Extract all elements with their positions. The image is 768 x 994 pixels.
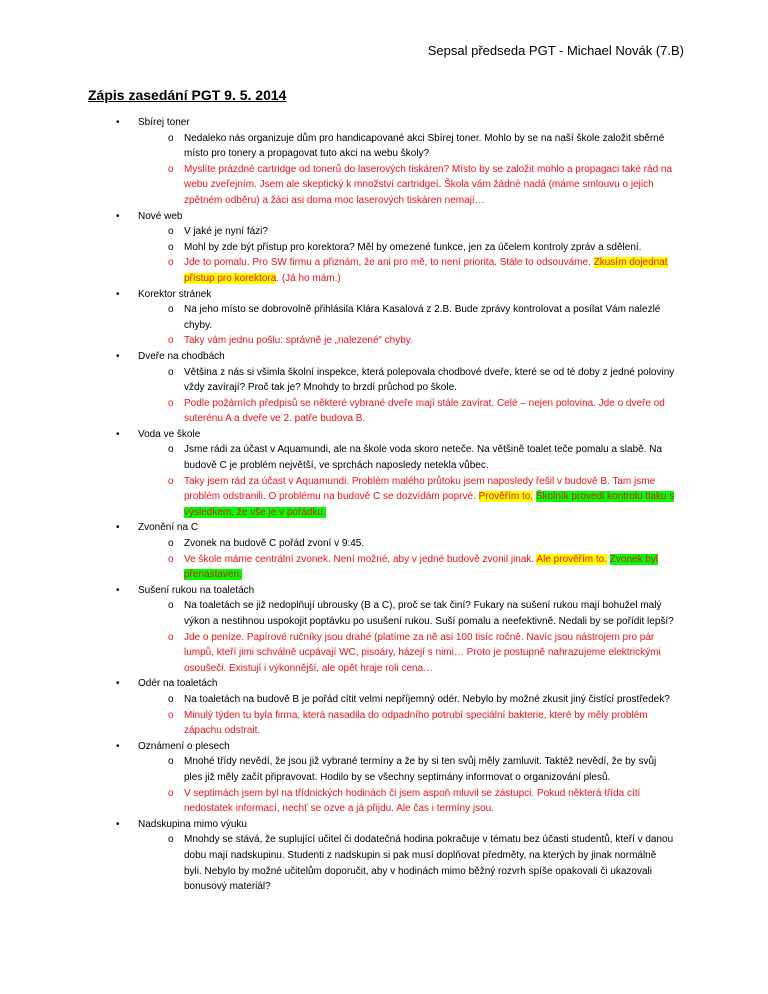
question-note (138, 536, 676, 552)
bullet-icon: • (116, 428, 120, 440)
topic-title: Sbírej toner (138, 117, 190, 128)
topic-item (116, 349, 676, 427)
note-text (184, 630, 676, 677)
page-header: Sepsal předseda PGT - Michael Novák (7.B) (427, 43, 684, 58)
bullet-icon: • (116, 584, 120, 596)
topic-item (116, 115, 676, 209)
note-text (184, 598, 676, 629)
question-note (138, 365, 676, 396)
note-text (184, 333, 676, 349)
response-note (138, 552, 676, 583)
note-text (184, 708, 676, 739)
text-segment: Většina z nás si všimla školní inspekce, která polepovala chodbové dveře, které se od té doby z jedné poloviny vždy zavírají? Proč tak je? Mnohdy to brzdí průchod po škole. (184, 366, 675, 394)
note-text (184, 754, 676, 785)
note-text (184, 224, 676, 240)
question-note (138, 832, 676, 894)
note-text (184, 692, 676, 708)
topic-title: Nové web (138, 210, 183, 222)
note-text (184, 240, 676, 256)
topic-item (116, 676, 676, 738)
text-segment: Zvonek na budově C pořád zvoní v 9:45. (184, 538, 365, 550)
response-note (138, 708, 676, 739)
response-note (138, 255, 676, 286)
question-note (138, 131, 676, 162)
sub-bullet-icon: o (168, 163, 174, 175)
text-segment: Jsme rádi za účast v Aquamundi, ale na škole voda skoro neteče. Na většině toalet teče pomalu a slabě. Na budově C je problém největší, ve sprchách naposledy netekla vůbec. (184, 444, 663, 472)
text-segment: Jde o peníze. Papírové ručníky jsou drahé (platíme za ně asi 100 tisíc ročně. Navíc jsou nástrojem pro pár lumpů, kteří jimi schválně ucpávají WC, pisoáry, házejí s nimi… Proto je postupně nahrazujeme elektrickými osoušeči. Existují i výkonnější, ale opět hraje roli cena… (184, 631, 661, 674)
bullet-icon: • (116, 678, 120, 690)
question-note (138, 240, 676, 256)
topic-title: Korektor stránek (138, 288, 212, 300)
text-segment: V septimách jsem byl na třídnických hodinách či jsem aspoň mluvil se zástupci. Pokud některá třída cítí nedostatek informací, nechť se ozve a já přijdu. Ale čas i termíny jsou. (184, 787, 641, 815)
note-text (184, 255, 676, 286)
text-segment: V jaké je nyní fázi? (184, 226, 268, 238)
sub-bullet-icon: o (168, 600, 174, 612)
question-note (138, 442, 676, 473)
response-note (138, 786, 676, 817)
topic-title: Zvonění na C (138, 522, 199, 534)
question-note (138, 754, 676, 785)
response-note (138, 162, 676, 209)
response-note (138, 474, 676, 521)
sub-bullet-icon: o (168, 631, 174, 643)
text-segment: Mnohé třídy nevědí, že jsou již vybrané termíny a že by si ten svůj měly zamluvit. Taktéž nevědí, že by svůj ples již měly začít připravovat. Hodilo by se všechny septimány informovat o organizování plesů. (184, 756, 657, 783)
sub-bullet-icon: o (168, 834, 174, 846)
text-segment: Myslíte prázdné cartridge od tonerů do laserových tiskáren? Místo by se založit mohlo a propagaci také rád na webu zveřejním. Jsem ale skeptický k množství cartridgeí. Škola vám žádné nadá (máme smlouvu o jejich zpětném odběru) a žáci asi doma moc laserových tiskáren nemají… (184, 163, 673, 206)
document-title: Zápis zasedání PGT 9. 5. 2014 (88, 87, 287, 103)
response-note (138, 333, 676, 349)
note-text (184, 162, 676, 209)
question-note (138, 302, 676, 333)
topic-item (116, 209, 676, 287)
note-text (184, 474, 676, 521)
text-segment: Ve škole máme centrální zvonek. Není možné, aby v jedné budově zvonil jinak. (184, 553, 537, 565)
topic-title: Sušení rukou na toaletách (138, 584, 255, 596)
topic-title: Dveře na chodbách (138, 350, 225, 362)
bullet-icon: • (116, 210, 120, 222)
note-text (184, 365, 676, 396)
highlight-yellow-text: Prověřím to. (478, 491, 534, 503)
sub-bullet-icon: o (168, 444, 174, 456)
sub-bullet-icon: o (168, 397, 174, 409)
text-segment: Nedaleko nás organizuje dům pro handicapované akci Sbírej toner. Mohlo by se na naší škole založit sběrné místo pro tonery a propagovat tuto akci na webu školy? (184, 132, 665, 160)
text-segment: Taky vám jednu pošlu: správně je „nalezené“ chyby. (184, 335, 413, 347)
response-note (138, 630, 676, 677)
topic-item (116, 739, 676, 817)
sub-bullet-icon: o (168, 693, 174, 705)
note-text (184, 396, 676, 427)
sub-bullet-icon: o (168, 304, 174, 316)
text-segment: Na toaletách na budově B je pořád cítit velmi nepříjemný odér. Nebylo by možné zkusit jiný čistící prostředek? (184, 693, 670, 705)
sub-bullet-icon: o (168, 132, 174, 144)
bullet-icon: • (116, 522, 120, 534)
text-segment: Minulý týden tu byla firma, která nasadila do odpadního potrubí speciální bakterie, které by měly problém zápachu odstrait. (184, 709, 648, 737)
bullet-icon: • (116, 288, 120, 300)
sub-bullet-icon: o (168, 787, 174, 799)
note-text (184, 536, 676, 552)
sub-bullet-icon: o (168, 335, 174, 347)
note-text (184, 302, 676, 333)
note-text (184, 442, 676, 473)
note-text (184, 832, 676, 894)
sub-bullet-icon: o (168, 538, 174, 550)
topic-item (116, 427, 676, 521)
sub-bullet-icon: o (168, 709, 174, 721)
bullet-icon: • (116, 350, 120, 362)
topic-item (116, 520, 676, 582)
bullet-icon: • (116, 740, 120, 752)
sub-bullet-icon: o (168, 475, 174, 487)
highlight-yellow-text: Zkusím dojednat přístup pro korektora (184, 257, 668, 284)
sub-bullet-icon: o (168, 366, 174, 378)
text-segment: Na toaletách se již nedoplňují ubrousky (B a C), proč se tak činí? Fukary na sušení rukou mají bohužel malý výkon a nestihnou uspokojit poptávku po usušení rukou. Suší pomalu a neefektivně. Nedali by se pořídit lepší? (184, 600, 674, 627)
meeting-topics-list (116, 115, 676, 895)
text-segment: Mnohdy se stává, že suplující učitel či dodatečná hodina pokračuje v tématu bez účasti studentů, kteří v danou dobu mají nadskupinu. Studenti z nadskupin si pak musí doplňovat předměty, na kterých by jinak normálně byli. Nebylo by možné učitelům doporučit, aby v hodinách mimo běžný rozvrh spíše opakovali či ukazovali bonusový materiál? (184, 834, 674, 893)
topic-title: Nadskupina mimo výuku (138, 818, 247, 830)
text-segment: Taky jsem rád za účast v Aquamundi. Problém malého průtoku jsem naposledy řešil v budově B. Tam jsme problém odstranili. O problému na budově C se dozvídám poprvé. (184, 475, 656, 503)
sub-bullet-icon: o (168, 257, 174, 269)
question-note (138, 692, 676, 708)
sub-bullet-icon: o (168, 553, 174, 565)
topic-item (116, 287, 676, 349)
text-segment: . (Já ho mám.) (276, 272, 341, 284)
text-segment: Jde to pomalu. Pro SW firmu a přiznám, že ani pro mě, to není priorita. Stále to odsouváme. (184, 257, 594, 269)
topic-title: Oznámení o plesech (138, 740, 230, 752)
response-note (138, 396, 676, 427)
note-text (184, 131, 676, 162)
highlight-green-text: Školník provedl kontrolu tlaku s výsledkem, že vše je v pořádku. (184, 491, 675, 518)
topic-title: Odér na toaletách (138, 678, 218, 690)
sub-bullet-icon: o (168, 226, 174, 238)
sub-bullet-icon: o (168, 756, 174, 768)
question-note (138, 598, 676, 629)
topic-title: Voda ve škole (138, 428, 201, 440)
bullet-icon: • (116, 117, 120, 128)
text-segment: Na jeho místo se dobrovolně přihlásila Klára Kasalová z 2.B. Bude zprávy kontrolovat a posílat Vám nalezlé chyby. (184, 304, 661, 331)
note-text (184, 552, 676, 583)
highlight-green-text: Zvonek byl přenastaven. (184, 553, 659, 581)
note-text (184, 786, 676, 817)
bullet-icon: • (116, 818, 120, 830)
sub-bullet-icon: o (168, 241, 174, 253)
highlight-yellow-text: Ale prověřím to. (536, 553, 608, 565)
question-note (138, 224, 676, 240)
topic-item (116, 817, 676, 895)
text-segment: Mohl by zde být přístup pro korektora? Měl by omezené funkce, jen za účelem kontroly zpráv a sdělení. (184, 241, 642, 253)
text-segment: Podle požárních předpisů se některé vybrané dveře mají stále zavírat. Celé – nejen polovina. Jde o dveře od suterénu A a dveře ve 2. patře budova B. (184, 397, 665, 425)
topic-item (116, 583, 676, 677)
